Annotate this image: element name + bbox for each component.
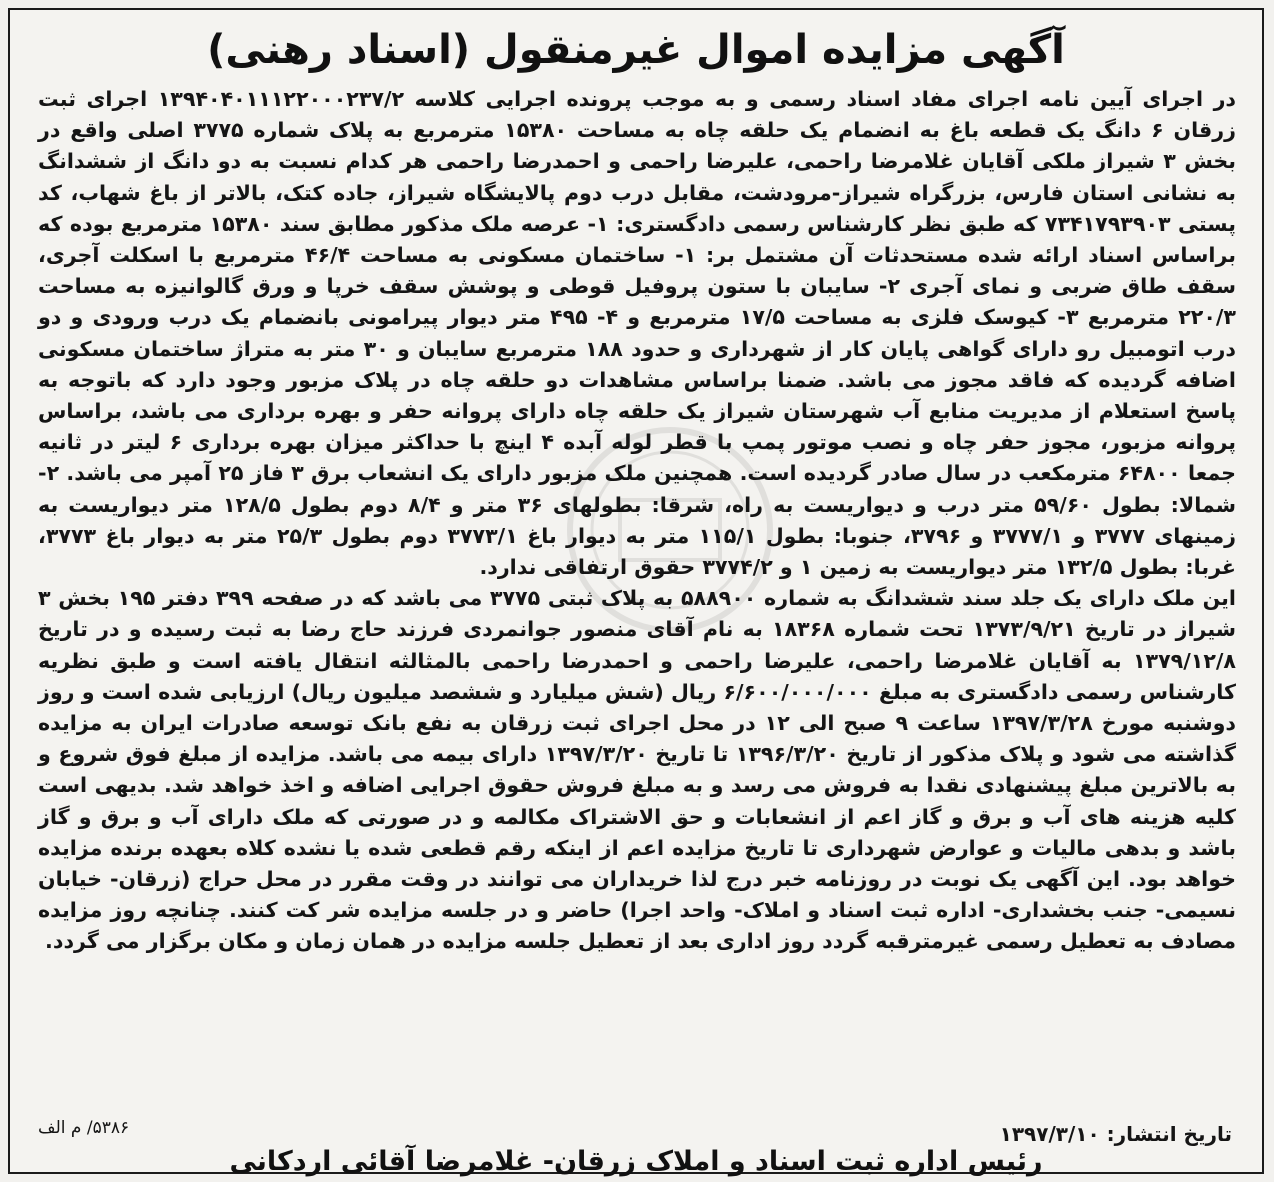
notice-code: ۵۳۸۶/ م الف — [38, 1118, 130, 1138]
notice-paragraph-auction: این ملک دارای یک جلد سند ششدانگ به شماره ۵۸۸۹۰۰ به پلاک ثبتی ۳۷۷۵ می باشد که در صفحه ۳۹۹ دفتر ۱۹۵ بخش ۳ شیراز در تاریخ ۱۳۷۳/۹/۲۱ تحت شماره ۱۸۳۶۸ به نام آقای منصور جوانمردی فرزند حاج رضا به ثبت رسیده و در تاریخ ۱۳۷۹/۱۲/۸ به آقایان غلامرضا راحمی، علیرضا راحمی و احمدرضا راحمی بالمثالثه انتقال یافته است و طبق نظریه کارشناس رسمی دادگستری به مبلغ ۶/۶۰۰/۰۰۰/۰۰۰ ریال (شش میلیارد و ششصد میلیون ریال) ارزیابی شده است و روز دوشنبه مورخ ۱۳۹۷/۳/۲۸ ساعت ۹ صبح الی ۱۲ در محل اجرای ثبت زرقان به نفع بانک توسعه صادرات ایران به مزایده گذاشته می شود و پلاک مذکور از تاریخ ۱۳۹۶/۳/۲۰ تا تاریخ ۱۳۹۷/۳/۲۰ دارای بیمه می باشد. مزایده از مبلغ فوق شروع و به بالاترین مبلغ پیشنهادی نقدا به فروش می رسد و به مبلغ فروش حقوق اجرایی اضافه و اخذ خواهد شد. بدیهی است کلیه هزینه های آب و برق و گاز اعم از انشعابات و حق الاشتراک مکالمه و در صورتی که ملک دارای آب و برق و گاز باشد و بدهی مالیات و عوارض شهرداری تا تاریخ مزایده اعم از اینکه رقم قطعی شده یا نشده کلاه بعهده برنده مزایده خواهد بود. این آگهی یک نوبت در روزنامه خبر درج لذا خریداران می توانند در وقت مقرر در محل حراج (زرقان- خیابان نسیمی- جنب بخشداری- اداره ثبت اسناد و املاک- واحد اجرا) حاضر و در جلسه مزایده شر کت کنند. چنانچه روز مزایده مصادف به تعطیل رسمی غیرمترقبه گردد روز اداری بعد از تعطیل جلسه مزایده در همان زمان و مکان برگزار می گردد. — [38, 586, 1237, 954]
notice-paragraph-property: در اجرای آیین نامه اجرای مفاد اسناد رسمی و به موجب پرونده اجرایی کلاسه ۱۳۹۴۰۴۰۱۱۱۲۲۰۰۰۲۳۷/۲ اجرای ثبت زرقان ۶ دانگ یک قطعه باغ به انضمام یک حلقه چاه به مساحت ۱۵۳۸۰ مترمربع به پلاک شماره ۳۷۷۵ اصلی واقع در بخش ۳ شیراز ملکی آقایان غلامرضا راحمی، علیرضا راحمی و احمدرضا راحمی هر کدام نسبت به دو دانگ از ششدانگ به نشانی استان فارس، بزرگراه شیراز-مرودشت، مقابل درب دوم پالایشگاه شیراز، جاده کتک، بالاتر از باغ شهاب، کد پستی ۷۳۴۱۷۹۳۹۰۳ که طبق نظر کارشناس رسمی دادگستری: ۱- عرصه ملک مذکور مطابق سند ۱۵۳۸۰ مترمربع بوده که براساس اسناد ارائه شده مستحدثات آن مشتمل بر: ۱- ساختمان مسکونی به مساحت ۴۶/۴ مترمربع با اسکلت آجری، سقف طاق ضربی و نمای آجری ۲- سایبان با ستون پروفیل قوطی و پوشش سقف خرپا و ورق گالوانیزه به مساحت ۲۲۰/۳ مترمربع ۳- کیوسک فلزی به مساحت ۱۷/۵ مترمربع و ۴- ۴۹۵ متر دیوار پیرامونی بانضمام یک درب ورودی و دو درب اتومبیل رو دارای گواهی پایان کار از شهرداری و حدود ۱۸۸ مترمربع سایبان و ۳۰ متر به متراژ ساختمان مسکونی اضافه گردیده که فاقد مجوز می باشد. ضمنا براساس مشاهدات دو حلقه چاه در پلاک مزبور وجود دارد که باتوجه به پاسخ استعلام از مدیریت منابع آب شهرستان شیراز یک حلقه چاه دارای پروانه حفر و بهره برداری می باشد، براساس پروانه مزبور، مجوز حفر چاه و نصب موتور پمپ با قطر لوله آبده ۴ اینچ با حداکثر میزان بهره برداری ۶ لیتر در ثانیه جمعا ۶۴۸۰۰ مترمکعب در سال صادر گردیده است. همچنین ملک مزبور دارای یک انشعاب برق ۳ فاز ۲۵ آمپر می باشد. ۲- شمالا: بطول ۵۹/۶۰ متر درب و دیواریست به راه، شرقا: بطولهای ۳۶ متر و ۸/۴ دوم بطول ۱۲۸/۵ متر دیواریست به زمینهای ۳۷۷۷ و ۳۷۷۷/۱ و ۳۷۹۶، جنوبا: بطول ۱۱۵/۱ متر به دیوار باغ ۳۷۷۳/۱ دوم بطول ۲۵/۳ متر به دیوار باغ ۳۷۷۳، غربا: بطول ۱۳۲/۵ متر دیواریست به زمین ۱ و ۳۷۷۴/۲ حقوق ارتفاقی ندارد. — [38, 87, 1237, 580]
notice-title: آگهی مزایده اموال غیرمنقول (اسناد رهنی) — [207, 27, 1065, 73]
signature-line: رئیس اداره ثبت اسناد و املاک زرقان- غلامرضا آقائی اردکانی — [229, 1146, 1043, 1177]
notice-frame — [8, 8, 1264, 1177]
publication-date: تاریخ انتشار: ۱۳۹۷/۳/۱۰ — [999, 1122, 1232, 1146]
notice-body — [38, 84, 1236, 958]
